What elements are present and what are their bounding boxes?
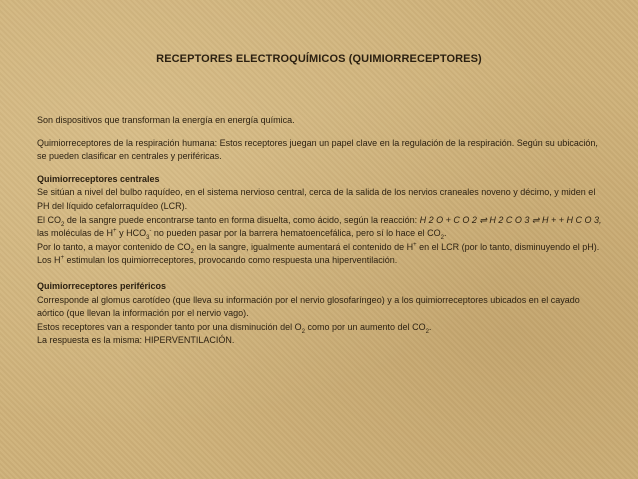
slide-body [37,114,609,348]
intro-paragraph: Son dispositivos que transforman la energía en energía química. [37,115,295,125]
peripheral-respond: Estos receptores van a responder tanto por una disminución del $O_2$ como por un aumento del $CO_2$. [37,321,432,335]
central-co2-reaction: El $CO_2$ de la sangre puede encontrarse tanto en forma disuelta, como ácido, según la reacción: H 2 O + C O 2 ⇌ H 2 C O 3 ⇌ H + + H C O 3, [37,214,602,228]
central-more-co2: Por lo tanto, a mayor contenido de $CO_2$ en la sangre, igualmente aumentará el contenido de H+ en el LCR (por lo tanto, disminuyendo el pH). [37,241,600,255]
respiration-paragraph: Quimiorreceptores de la respiración humana: Estos receptores juegan un papel clave en la regulación de la respiración. Según su ubicación, se pueden clasificar en centrales y periféricas. [37,137,598,162]
peripheral-answer: La respuesta es la misma: HIPERVENTILACIÓN. [37,335,235,346]
peripheral-correspond: Corresponde al glomus carotídeo (que lleva su información por el nervio glosofaríngeo) y a los quimiorreceptores ubicados en el cayado aórtico (que llevan la información por el nervio vago). [37,294,580,319]
central-heading: Quimiorreceptores centrales [37,173,160,184]
central-molecules: las moléculas de H+ y $HCO_3^-$ no pueden pasar por la barrera hematoencefálica, pero sí lo hace el $CO_2$. [37,228,447,241]
reaction-equation: H 2 O + C O 2 ⇌ H 2 C O 3 ⇌ H + + H C O 3, [419,214,602,225]
central-stimulus: Los H+ estimulan los quimiorreceptores, provocando como respuesta una hiperventilación. [37,255,398,266]
central-location: Se sitúan a nivel del bulbo raquídeo, en el sistema nervioso central, cerca de la salida de los nervios craneales noveno y décimo, y miden el PH del líquido cefalorraquídeo (LCR). [37,187,596,211]
slide-title: RECEPTORES ELECTROQUÍMICOS (QUIMIORRECEPTORES) [156,53,482,65]
peripheral-heading: Quimiorreceptores periféricos [37,280,167,291]
